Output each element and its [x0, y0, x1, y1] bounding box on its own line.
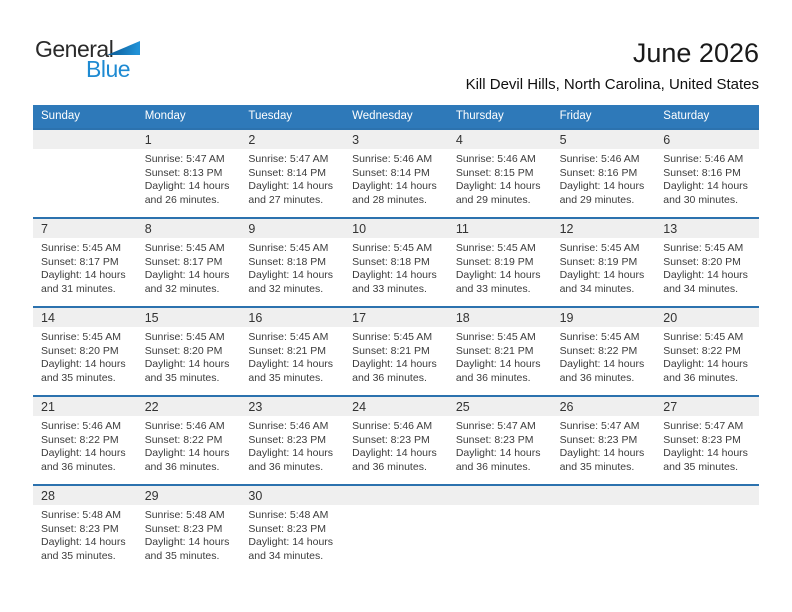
week-grid — [33, 130, 759, 217]
day-cell-17 — [344, 308, 448, 395]
day-number: 22 — [144, 400, 159, 414]
daylight-text: and 36 minutes. — [352, 371, 427, 384]
daylight-text: and 26 minutes. — [144, 193, 220, 206]
daylight-text: and 35 minutes. — [144, 549, 220, 562]
sunset-text: Sunset: 8:21 PM — [455, 344, 534, 357]
week-grid — [33, 486, 759, 573]
calendar-table — [33, 105, 759, 573]
logo-blue-text: Blue — [86, 56, 131, 82]
daylight-text: Daylight: 14 hours — [144, 180, 230, 193]
day-cell-21 — [33, 397, 137, 484]
daylight-text: and 36 minutes. — [559, 371, 635, 384]
page-title: June 2026 — [632, 38, 759, 68]
daylight-text: Daylight: 14 hours — [663, 269, 748, 282]
daylight-text: Daylight: 14 hours — [248, 180, 334, 193]
daylight-text: and 33 minutes. — [455, 282, 531, 295]
weekday-header-friday: Friday — [559, 110, 592, 122]
daylight-text: Daylight: 14 hours — [559, 447, 645, 460]
daylight-text: Daylight: 14 hours — [455, 269, 541, 282]
day-number: 13 — [663, 222, 678, 236]
day-cell-14 — [33, 308, 137, 395]
sunrise-text: Sunrise: 5:45 AM — [663, 242, 744, 254]
day-details — [145, 238, 236, 296]
sunset-text: Sunset: 8:23 PM — [41, 522, 119, 535]
day-cell-5 — [552, 130, 656, 217]
day-cell-18 — [448, 308, 552, 395]
sunset-text: Sunset: 8:13 PM — [144, 166, 223, 179]
daylight-text: and 36 minutes. — [248, 460, 324, 473]
daylight-text: and 36 minutes. — [663, 371, 738, 384]
sunset-text: Sunset: 8:17 PM — [144, 255, 223, 268]
daylight-text: Daylight: 14 hours — [144, 269, 230, 282]
day-details — [248, 416, 339, 474]
sunrise-text: Sunrise: 5:45 AM — [559, 331, 640, 343]
day-cell-2 — [240, 130, 344, 217]
daylight-text: Daylight: 14 hours — [248, 269, 334, 282]
day-number: 1 — [144, 133, 152, 147]
day-cell-13 — [655, 219, 759, 306]
sunrise-text: Sunrise: 5:47 AM — [455, 420, 536, 432]
sunset-text: Sunset: 8:23 PM — [144, 522, 223, 535]
day-cell-empty — [552, 486, 656, 573]
day-details — [352, 327, 443, 385]
weekday-header-monday: Monday — [144, 110, 186, 122]
day-number: 14 — [41, 311, 55, 325]
daylight-text: Daylight: 14 hours — [248, 358, 334, 371]
sunrise-text: Sunrise: 5:47 AM — [559, 420, 640, 432]
day-cell-22 — [137, 397, 241, 484]
day-cell-6 — [655, 130, 759, 217]
day-cell-16 — [240, 308, 344, 395]
day-number: 8 — [144, 222, 152, 236]
daylight-text: and 33 minutes. — [352, 282, 427, 295]
sunset-text: Sunset: 8:23 PM — [248, 433, 327, 446]
daylight-text: and 27 minutes. — [248, 193, 324, 206]
daylight-text: Daylight: 14 hours — [41, 447, 126, 460]
weekday-header-row — [33, 105, 759, 128]
day-number: 18 — [455, 311, 470, 325]
day-details — [456, 149, 547, 207]
sunset-text: Sunset: 8:20 PM — [144, 344, 223, 357]
day-details — [663, 238, 754, 296]
sunset-text: Sunset: 8:22 PM — [41, 433, 119, 446]
day-details — [145, 149, 236, 207]
day-number: 20 — [663, 311, 678, 325]
day-cell-24 — [344, 397, 448, 484]
daylight-text: Daylight: 14 hours — [248, 536, 334, 549]
sunrise-text: Sunrise: 5:45 AM — [663, 331, 744, 343]
day-number: 26 — [559, 400, 574, 414]
day-details — [352, 416, 443, 474]
sunrise-text: Sunrise: 5:45 AM — [559, 242, 640, 254]
day-number: 2 — [248, 133, 256, 147]
title-block — [466, 36, 759, 93]
daylight-text: and 32 minutes. — [248, 282, 324, 295]
sunset-text: Sunset: 8:20 PM — [41, 344, 119, 357]
day-details — [41, 327, 132, 385]
day-cell-empty — [33, 130, 137, 217]
sunset-text: Sunset: 8:17 PM — [41, 255, 119, 268]
daylight-text: and 34 minutes. — [559, 282, 635, 295]
day-details — [560, 149, 651, 207]
sunset-text: Sunset: 8:23 PM — [248, 522, 327, 535]
day-cell-12 — [552, 219, 656, 306]
day-number: 25 — [455, 400, 470, 414]
day-number: 19 — [559, 311, 574, 325]
daylight-text: Daylight: 14 hours — [352, 358, 437, 371]
day-number: 30 — [248, 489, 263, 503]
day-cell-7 — [33, 219, 137, 306]
day-details — [248, 238, 339, 296]
daylight-text: and 36 minutes. — [144, 460, 220, 473]
daylight-text: and 34 minutes. — [248, 549, 324, 562]
daylight-text: Daylight: 14 hours — [663, 180, 748, 193]
day-details — [41, 505, 132, 563]
daylight-text: and 32 minutes. — [144, 282, 220, 295]
daylight-text: and 35 minutes. — [663, 460, 738, 473]
day-details — [41, 238, 132, 296]
day-cell-27 — [655, 397, 759, 484]
daylight-text: and 35 minutes. — [144, 371, 220, 384]
daylight-text: Daylight: 14 hours — [352, 269, 437, 282]
weekday-header-thursday: Thursday — [455, 110, 504, 122]
daylight-text: and 29 minutes. — [559, 193, 635, 206]
day-details — [145, 416, 236, 474]
sunrise-text: Sunrise: 5:45 AM — [144, 242, 225, 254]
masthead — [33, 36, 759, 94]
sunrise-text: Sunrise: 5:45 AM — [352, 242, 433, 254]
day-number: 7 — [41, 222, 48, 236]
day-cell-20 — [655, 308, 759, 395]
logo-general-text: General — [35, 36, 114, 62]
daylight-text: and 30 minutes. — [663, 193, 738, 206]
day-details — [352, 149, 443, 207]
sunset-text: Sunset: 8:19 PM — [559, 255, 638, 268]
sunset-text: Sunset: 8:20 PM — [663, 255, 741, 268]
day-cell-30 — [240, 486, 344, 573]
daylight-text: Daylight: 14 hours — [248, 447, 334, 460]
daylight-text: Daylight: 14 hours — [559, 358, 645, 371]
day-number: 4 — [455, 133, 463, 147]
sunset-text: Sunset: 8:22 PM — [559, 344, 638, 357]
sunrise-text: Sunrise: 5:45 AM — [455, 242, 536, 254]
sunset-text: Sunset: 8:23 PM — [559, 433, 638, 446]
sunset-text: Sunset: 8:14 PM — [352, 166, 430, 179]
day-cell-25 — [448, 397, 552, 484]
day-details — [663, 149, 754, 207]
day-number: 3 — [352, 133, 360, 147]
week-row-3 — [33, 306, 759, 395]
daylight-text: and 35 minutes. — [248, 371, 324, 384]
sunrise-text: Sunrise: 5:45 AM — [248, 331, 329, 343]
daylight-text: and 36 minutes. — [455, 371, 531, 384]
day-cell-28 — [33, 486, 137, 573]
day-details — [560, 238, 651, 296]
sunrise-text: Sunrise: 5:47 AM — [144, 153, 225, 165]
sunrise-text: Sunrise: 5:46 AM — [559, 153, 640, 165]
week-grid — [33, 308, 759, 395]
daylight-text: and 29 minutes. — [455, 193, 531, 206]
sunrise-text: Sunrise: 5:46 AM — [352, 420, 433, 432]
sunrise-text: Sunrise: 5:48 AM — [41, 509, 121, 521]
weekday-header-tuesday: Tuesday — [248, 110, 293, 122]
day-number: 24 — [352, 400, 367, 414]
daylight-text: Daylight: 14 hours — [352, 180, 437, 193]
day-number: 16 — [248, 311, 263, 325]
day-cell-empty — [448, 486, 552, 573]
day-cell-8 — [137, 219, 241, 306]
calendar-weeks — [33, 128, 759, 573]
daylight-text: Daylight: 14 hours — [455, 358, 541, 371]
sunset-text: Sunset: 8:16 PM — [559, 166, 638, 179]
day-number: 11 — [455, 222, 469, 236]
day-number: 28 — [41, 489, 55, 503]
daylight-text: Daylight: 14 hours — [41, 536, 126, 549]
day-number: 17 — [352, 311, 367, 325]
daylight-text: Daylight: 14 hours — [144, 536, 230, 549]
week-row-4 — [33, 395, 759, 484]
sunset-text: Sunset: 8:21 PM — [352, 344, 430, 357]
page-subtitle: Kill Devil Hills, North Carolina, United States — [465, 76, 759, 93]
sunset-text: Sunset: 8:23 PM — [455, 433, 534, 446]
day-details — [145, 327, 236, 385]
daylight-text: and 36 minutes. — [352, 460, 427, 473]
week-row-5 — [33, 484, 759, 573]
sunrise-text: Sunrise: 5:48 AM — [248, 509, 329, 521]
day-details — [663, 327, 754, 385]
day-number: 21 — [41, 400, 55, 414]
sunrise-text: Sunrise: 5:46 AM — [663, 153, 744, 165]
day-details — [248, 149, 339, 207]
daylight-text: and 36 minutes. — [455, 460, 531, 473]
daylight-text: Daylight: 14 hours — [559, 180, 645, 193]
day-cell-23 — [240, 397, 344, 484]
day-cell-3 — [344, 130, 448, 217]
daylight-text: Daylight: 14 hours — [41, 269, 126, 282]
sunrise-text: Sunrise: 5:46 AM — [352, 153, 433, 165]
day-cell-4 — [448, 130, 552, 217]
sunset-text: Sunset: 8:19 PM — [455, 255, 534, 268]
sunrise-text: Sunrise: 5:45 AM — [248, 242, 329, 254]
general-blue-logo — [33, 36, 193, 88]
week-row-2 — [33, 217, 759, 306]
sunrise-text: Sunrise: 5:47 AM — [248, 153, 329, 165]
week-row-1 — [33, 128, 759, 217]
sunrise-text: Sunrise: 5:46 AM — [455, 153, 536, 165]
day-details — [456, 238, 547, 296]
day-number: 10 — [352, 222, 367, 236]
sunset-text: Sunset: 8:22 PM — [663, 344, 741, 357]
daylight-text: Daylight: 14 hours — [663, 358, 748, 371]
day-details — [663, 416, 754, 474]
weekday-header-saturday: Saturday — [663, 110, 710, 122]
day-cell-empty — [655, 486, 759, 573]
day-cell-19 — [552, 308, 656, 395]
sunset-text: Sunset: 8:18 PM — [248, 255, 327, 268]
sunrise-text: Sunrise: 5:45 AM — [41, 242, 121, 254]
sunset-text: Sunset: 8:18 PM — [352, 255, 430, 268]
week-grid — [33, 397, 759, 484]
sunset-text: Sunset: 8:22 PM — [144, 433, 223, 446]
sunset-text: Sunset: 8:16 PM — [663, 166, 741, 179]
daylight-text: Daylight: 14 hours — [559, 269, 645, 282]
daylight-text: and 34 minutes. — [663, 282, 738, 295]
day-cell-15 — [137, 308, 241, 395]
daylight-text: Daylight: 14 hours — [663, 447, 748, 460]
sunrise-text: Sunrise: 5:47 AM — [663, 420, 744, 432]
day-details — [560, 327, 651, 385]
sunset-text: Sunset: 8:23 PM — [663, 433, 741, 446]
sunrise-text: Sunrise: 5:46 AM — [144, 420, 225, 432]
daylight-text: Daylight: 14 hours — [144, 447, 230, 460]
daylight-text: Daylight: 14 hours — [144, 358, 230, 371]
daylight-text: and 35 minutes. — [41, 549, 116, 562]
day-cell-9 — [240, 219, 344, 306]
day-details — [248, 327, 339, 385]
day-details — [456, 327, 547, 385]
day-cell-26 — [552, 397, 656, 484]
sunrise-text: Sunrise: 5:46 AM — [248, 420, 329, 432]
day-cell-1 — [137, 130, 241, 217]
day-details — [145, 505, 236, 563]
daylight-text: and 35 minutes. — [559, 460, 635, 473]
day-details — [352, 238, 443, 296]
day-number: 9 — [248, 222, 256, 236]
day-cell-empty — [344, 486, 448, 573]
sunrise-text: Sunrise: 5:46 AM — [41, 420, 121, 432]
sunset-text: Sunset: 8:23 PM — [352, 433, 430, 446]
sunrise-text: Sunrise: 5:48 AM — [144, 509, 225, 521]
sunset-text: Sunset: 8:14 PM — [248, 166, 327, 179]
day-number: 29 — [144, 489, 159, 503]
day-cell-11 — [448, 219, 552, 306]
day-details — [456, 416, 547, 474]
sunrise-text: Sunrise: 5:45 AM — [41, 331, 121, 343]
daylight-text: and 35 minutes. — [41, 371, 116, 384]
day-number: 6 — [663, 133, 671, 147]
day-details — [41, 416, 132, 474]
week-grid — [33, 219, 759, 306]
daylight-text: and 36 minutes. — [41, 460, 116, 473]
sunrise-text: Sunrise: 5:45 AM — [352, 331, 433, 343]
day-details — [248, 505, 339, 563]
daylight-text: Daylight: 14 hours — [455, 180, 541, 193]
daylight-text: Daylight: 14 hours — [455, 447, 541, 460]
sunset-text: Sunset: 8:21 PM — [248, 344, 327, 357]
daylight-text: Daylight: 14 hours — [41, 358, 126, 371]
daylight-text: and 28 minutes. — [352, 193, 427, 206]
daylight-text: and 31 minutes. — [41, 282, 116, 295]
day-cell-29 — [137, 486, 241, 573]
weekday-header-wednesday: Wednesday — [352, 110, 413, 122]
sunrise-text: Sunrise: 5:45 AM — [455, 331, 536, 343]
day-number: 23 — [248, 400, 263, 414]
day-details — [560, 416, 651, 474]
day-number: 27 — [663, 400, 678, 414]
daylight-text: Daylight: 14 hours — [352, 447, 437, 460]
sunset-text: Sunset: 8:15 PM — [455, 166, 534, 179]
day-number: 12 — [559, 222, 574, 236]
day-number: 15 — [144, 311, 159, 325]
sunrise-text: Sunrise: 5:45 AM — [144, 331, 225, 343]
weekday-header-sunday: Sunday — [41, 110, 81, 122]
day-cell-10 — [344, 219, 448, 306]
day-number: 5 — [559, 133, 567, 147]
